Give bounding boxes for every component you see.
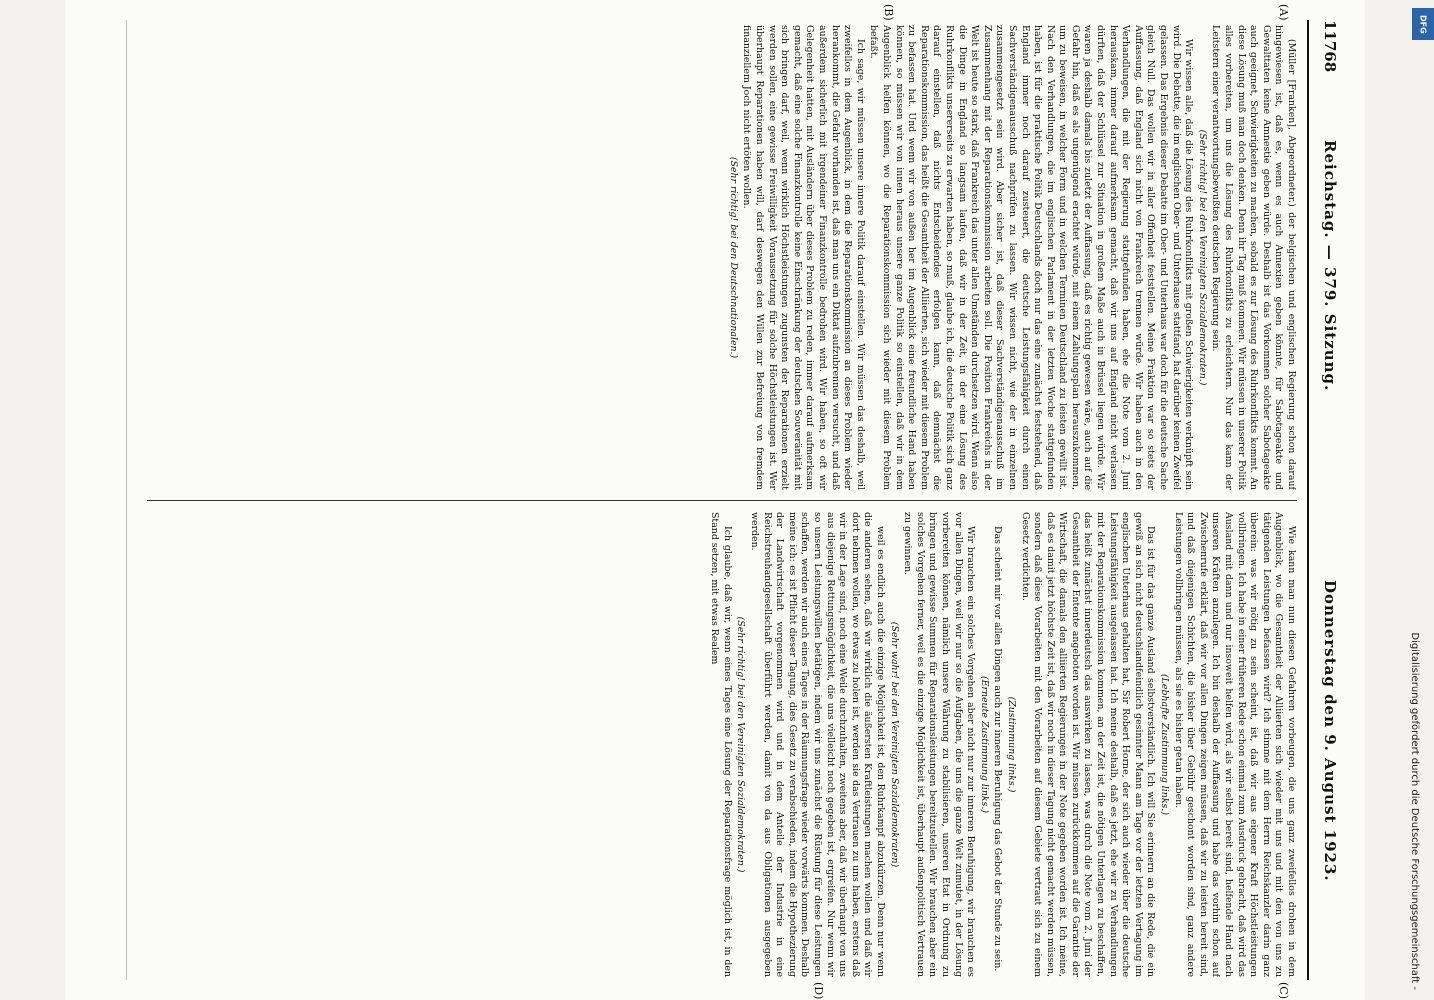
paragraph: Ich glaube, daß wir, wenn eines Tages eine Lösung der Reparationsfrage möglich ist, in den Stand setzen, mit etwas Realem	[709, 512, 733, 977]
paragraph: Wir brauchen ein solches Vorgehen aber nicht nur zur inneren Beruhigung, wir brauchen es vor allen Dingen, weil wir nur so die Aufgaben, die uns die ganze Welt zumutet, in der Lösung vorbereiten können, nämlich unsere Währung zu stabilisieren, unseren Etat in Ordnung zu bringen und gewisse Summen für Reparationsleistungen bereitzustellen. Wir brauchen aber ein solches Vorgehen ferner, weil es die einzige Möglichkeit ist, überhaupt außenpolitisch Vertrauen zu gewinnen.	[902, 512, 977, 977]
margin-marker-d: (D)	[812, 982, 825, 1000]
page-number: 11768	[1321, 20, 1339, 73]
dfg-logo[interactable]: DFG	[1412, 8, 1434, 40]
rotated-document-page	[65, 0, 1365, 1000]
margin-marker-c: (C)	[1277, 982, 1290, 999]
left-text-column	[137, 25, 1297, 490]
paragraph: weil es endlich auch die einzige Möglichkeit ist, den Ruhrkampf abzukürzen. Denn nur wenn die anderen sehen, daß wir wirklich die äußersten Kraftleistungen machen wollen und daß wir dort nehmen wollen, wo etwas zu holen ist, werden sie das Vertrauen zu uns haben, erstens daß wir in der Lage sind, noch eine Weile durchzuhalten, zweitens aber, daß wir überhaupt von uns aus diejenige Rettungsmöglichkeit, die uns vielleicht noch gegeben ist, ergreifen. Nur wenn wir so unsern Leistungswillen betätigen, indem wir uns zunächst die Rüstung für diese Leistungen schaffen, werden wir auch eines Tages in der Räumungsfrage wieder vorwärts kommen. Deshalb meine ich: es ist Pflicht dieser Tagung, dies Gesetz zu verabschieden, indem die Hypothezierung der Landwirtschaft vorgenommen wird und in dem Anteile der Industrie in eine Reichstreuhandgesellschaft überführt werden, damit von da aus Obligationen ausgegeben werden.	[749, 512, 886, 977]
right-text-column	[137, 512, 1297, 977]
digitization-attribution	[1402, 10, 1426, 990]
session-title: Reichstag. — 379. Sitzung.	[1321, 140, 1339, 392]
session-date: Donnerstag den 9. August 1923.	[1321, 580, 1339, 882]
interjection: (Lebhafte Zustimmung links.)	[1159, 674, 1171, 815]
interjection: (Erneute Zustimmung links.)	[978, 675, 990, 814]
paragraph: Das ist für das ganze Ausland selbstverständlich. Ich will Sie erinnern an die Rede, die ein gewiß an sich nicht deutschlandfeindlich gesinnter Mann am Tage vor der letzten Vertagung im englischen Unterhaus gehalten hat, Sir Robert Horne, der sich auch wieder über die deutsche Leistungsfähigkeit ausgelassen hat. Ich meine deshalb, daß es jetzt, ehe wir zu Verhandlungen mit der Reparationskommission kommen, an der Zeit ist, die nötigen Unterlagen zu beschaffen, das heißt zunächst innerdeutsch das auswirken zu lassen, was durch die Note vom 2. Juni der Gesamtheit der Entente angeboten worden ist. Wir müssen zurückkommen auf die Garantie der Wirtschaft, die damals den alliierten Regierungen in der Note gegeben worden ist. Ich meine, daß es damit jetzt höchste Zeit ist, daß wir noch in dieser Tagung nicht gemacht werden müssen, sondern daß diese Vorarbeiten mit den Vorarbeiten auf diesem Gebiete vertraut sich zu einem Gesetz verdichten.	[1019, 512, 1157, 977]
paragraph: (Müller [Franken], Abgeordneter.) der belgischen und englischen Regierung schon darauf hingewiesen ist, daß es, wenn es auch Annexien geben könnte, für Sabotageakte und Gewalttaten keine Amnestie geben würde. Deshalb ist das Vorkommen solcher Sabotageakte auch geeignet, Schwierigkeiten zu machen, sobald es zur Lösung des Ruhrkonflikts kommt. An diese Lösung muß man doch denken. Denn ihr Tag muß kommen. Wir müssen in unserer Politik alles vorbereiten, um uns die Lösung des Ruhrkonflikts zu erleichtern. Nur das kann der Leitstern einer verantwortungsbewußten deutschen Regierung sein.	[1210, 25, 1297, 490]
interjection: (Zustimmung links.)	[1005, 696, 1017, 793]
paragraph: Ich sage, wir müssen unsere innere Politik darauf einstellen. Wir müssen das deshalb, weil zweifellos in dem Augenblick, in dem die Reparationskommission an dieses Problem wieder herankommt, die Gefahr vorhanden ist, daß man uns ein Diktat aufzubrennen versucht, und daß außerdem sicherlich mit irgendeiner Finanzkontrolle bedrohen wird. Wir haben, so oft wir Gelegenheit hatten, mit Ausländern über dieses Problem zu reden, immer darauf aufmerksam gemacht, daß eine solche Finanzkontrolle keine Einschränkung der deutschen Souveränität mit sich bringen darf, weil, wenn wirklich Höchstleistungen zugunsten der Reparationen erzielt werden sollen, eine gewisse Freiwilligkeit Voraussetzung für solche Höchstleistungen ist. Wer überhaupt Reparationen haben will, darf deswegen den Willen zur Befreiung von fremdem finanziellem Joch nicht ertöten wollen.	[741, 25, 866, 490]
paragraph: Das scheint mir vor allen Dingen auch zur inneren Beruhigung das Gebot der Stunde zu sein.	[992, 526, 1004, 972]
paragraph: Wie kann man nun diesen Gefahren vorbeugen, die uns ganz zweifellos drohen in dem Augenblick, wo die Gesamtheit der Alliierten sich wieder mit uns und mit den von uns zu tätigenden Leistungen befassen wird? Ich stimme mit dem Herrn Reichskanzler darin ganz überein: was wir nötig zu sein scheint, ist, daß wir aus eigener Kraft Höchstleistungen vollbringen. Ich habe in einer früheren Rede schon einmal zum Ausdruck gebracht, daß wird das Ausland mit dann und nur insoweit helfen wird, als wir selbst bereit sind, helfende Hand nach unseren Kräften anzulegen. Ich bin deshalb der Auffassung und habe das vorhin schon auf Zwischenrufe erklärt, daß wir vor allen Dingen zeigen müssen, daß wir zu leisten bereit sind, und daß diejenigen Schichten, die bisher über Gebühr geschont worden sind, ganz andere Leistungen vollbringen müssen, als sie es bisher getan haben.	[1172, 512, 1297, 977]
margin-marker-a: (A)	[1277, 4, 1290, 21]
interjection: (Sehr wahr! bei den Vereinigten Sozialdemokraten)	[888, 621, 900, 868]
margin-marker-b: (B)	[882, 4, 895, 21]
footer-rule	[126, 20, 127, 980]
header-rule	[1307, 20, 1309, 980]
interjection: (Sehr richtig! bei den Deutschnationalen.)	[727, 156, 739, 359]
page-header	[1307, 20, 1347, 975]
paragraph: Wir wissen alle, daß die Lösung des Ruhrkonflikts mit großen Schwierigkeiten verknüpft sein wird. Die Debatte, die im englischen Ober- und Unterhause stattfand, hat darüber keinen Zweifel gelassen. Das Ergebnis dieser Debatte im Ober- und Unterhaus war doch für die deutsche Sache gleich Null. Das wollen wir in aller Offenheit feststellen. Meine Fraktion war so stets der Auffassung, daß England sich nicht von Frankreich trennen würde. Wir haben auch in den Verhandlungen, die mit der Regierung stattgefunden haben, ehe die Note vom 2. Juni herauskam, immer darauf aufmerksam gemacht, daß wir uns auf England nicht verlassen dürften, daß der Schlüssel zur Situation in großem Maße auch in Brüssel liegen würde. Wir waren ja deshalb damals bis zuletzt der Auffassung, daß es richtig gewesen wäre, auch auf die Gefahr hin, daß es als ungenügend erachtet würde, mit einem Zahlungsplan herauszukommen, um zu beweisen, in welcher Form und in welchen Terminen Deutschland zu leisten gewillt ist. Nach den Verhandlungen, die im englischen Parlament in der letzten Woche stattgefunden haben, ist für die praktische Politik Deutschlands doch nur das eine zunächst feststehend, daß England immer noch darauf zusteuert, die deutsche Leistungsfähigkeit durch einen Sachverständigenausschuß nachprüfen zu lassen. Wir wissen nicht, wie der in einzelnen zusammengesetzt sein wird. Aber sicher ist, daß dieser Sachverständigenausschuß im Zusammenhang mit der Reparationskommission arbeiten soll. Die Position Frankreichs in der Welt ist heute so stark, daß Frankreich das unter allen Umständen durchsetzen wird. Wenn also die Dinge in England so langsam laufen, daß wir in der Zeit, in der eine Lösung des Ruhrkonflikts unsererseits zu erwarten haben, so muß, glaube ich, die deutsche Politik sich ganz darauf einstellen, daß nichts Entscheidendes erfolgen kann, daß demnächst die Reparationskommission, das heißt die Gesamtheit der Alliierten, sich wieder mit diesem Problem zu befassen hat. Und wenn wir von außen her im Augenblick eine freundliche Hand haben können, so müssen wir von innen heraus unsere ganze Politik so einstellen, daß wir in dem Augenblick helfen können, wo die Reparationskommission sich wieder mit diesem Problem befaßt.	[868, 25, 1195, 490]
interjection: (Sehr richtig! bei den Vereinigten Sozialdemokraten.)	[735, 616, 747, 873]
column-divider	[147, 500, 1297, 501]
attribution-text: Digitalisierung gefördert durch die Deutsche Forschungsgemeinschaft -	[1409, 632, 1420, 990]
interjection: (Sehr richtig! bei den Vereinigten Sozialdemokraten.)	[1196, 129, 1208, 386]
